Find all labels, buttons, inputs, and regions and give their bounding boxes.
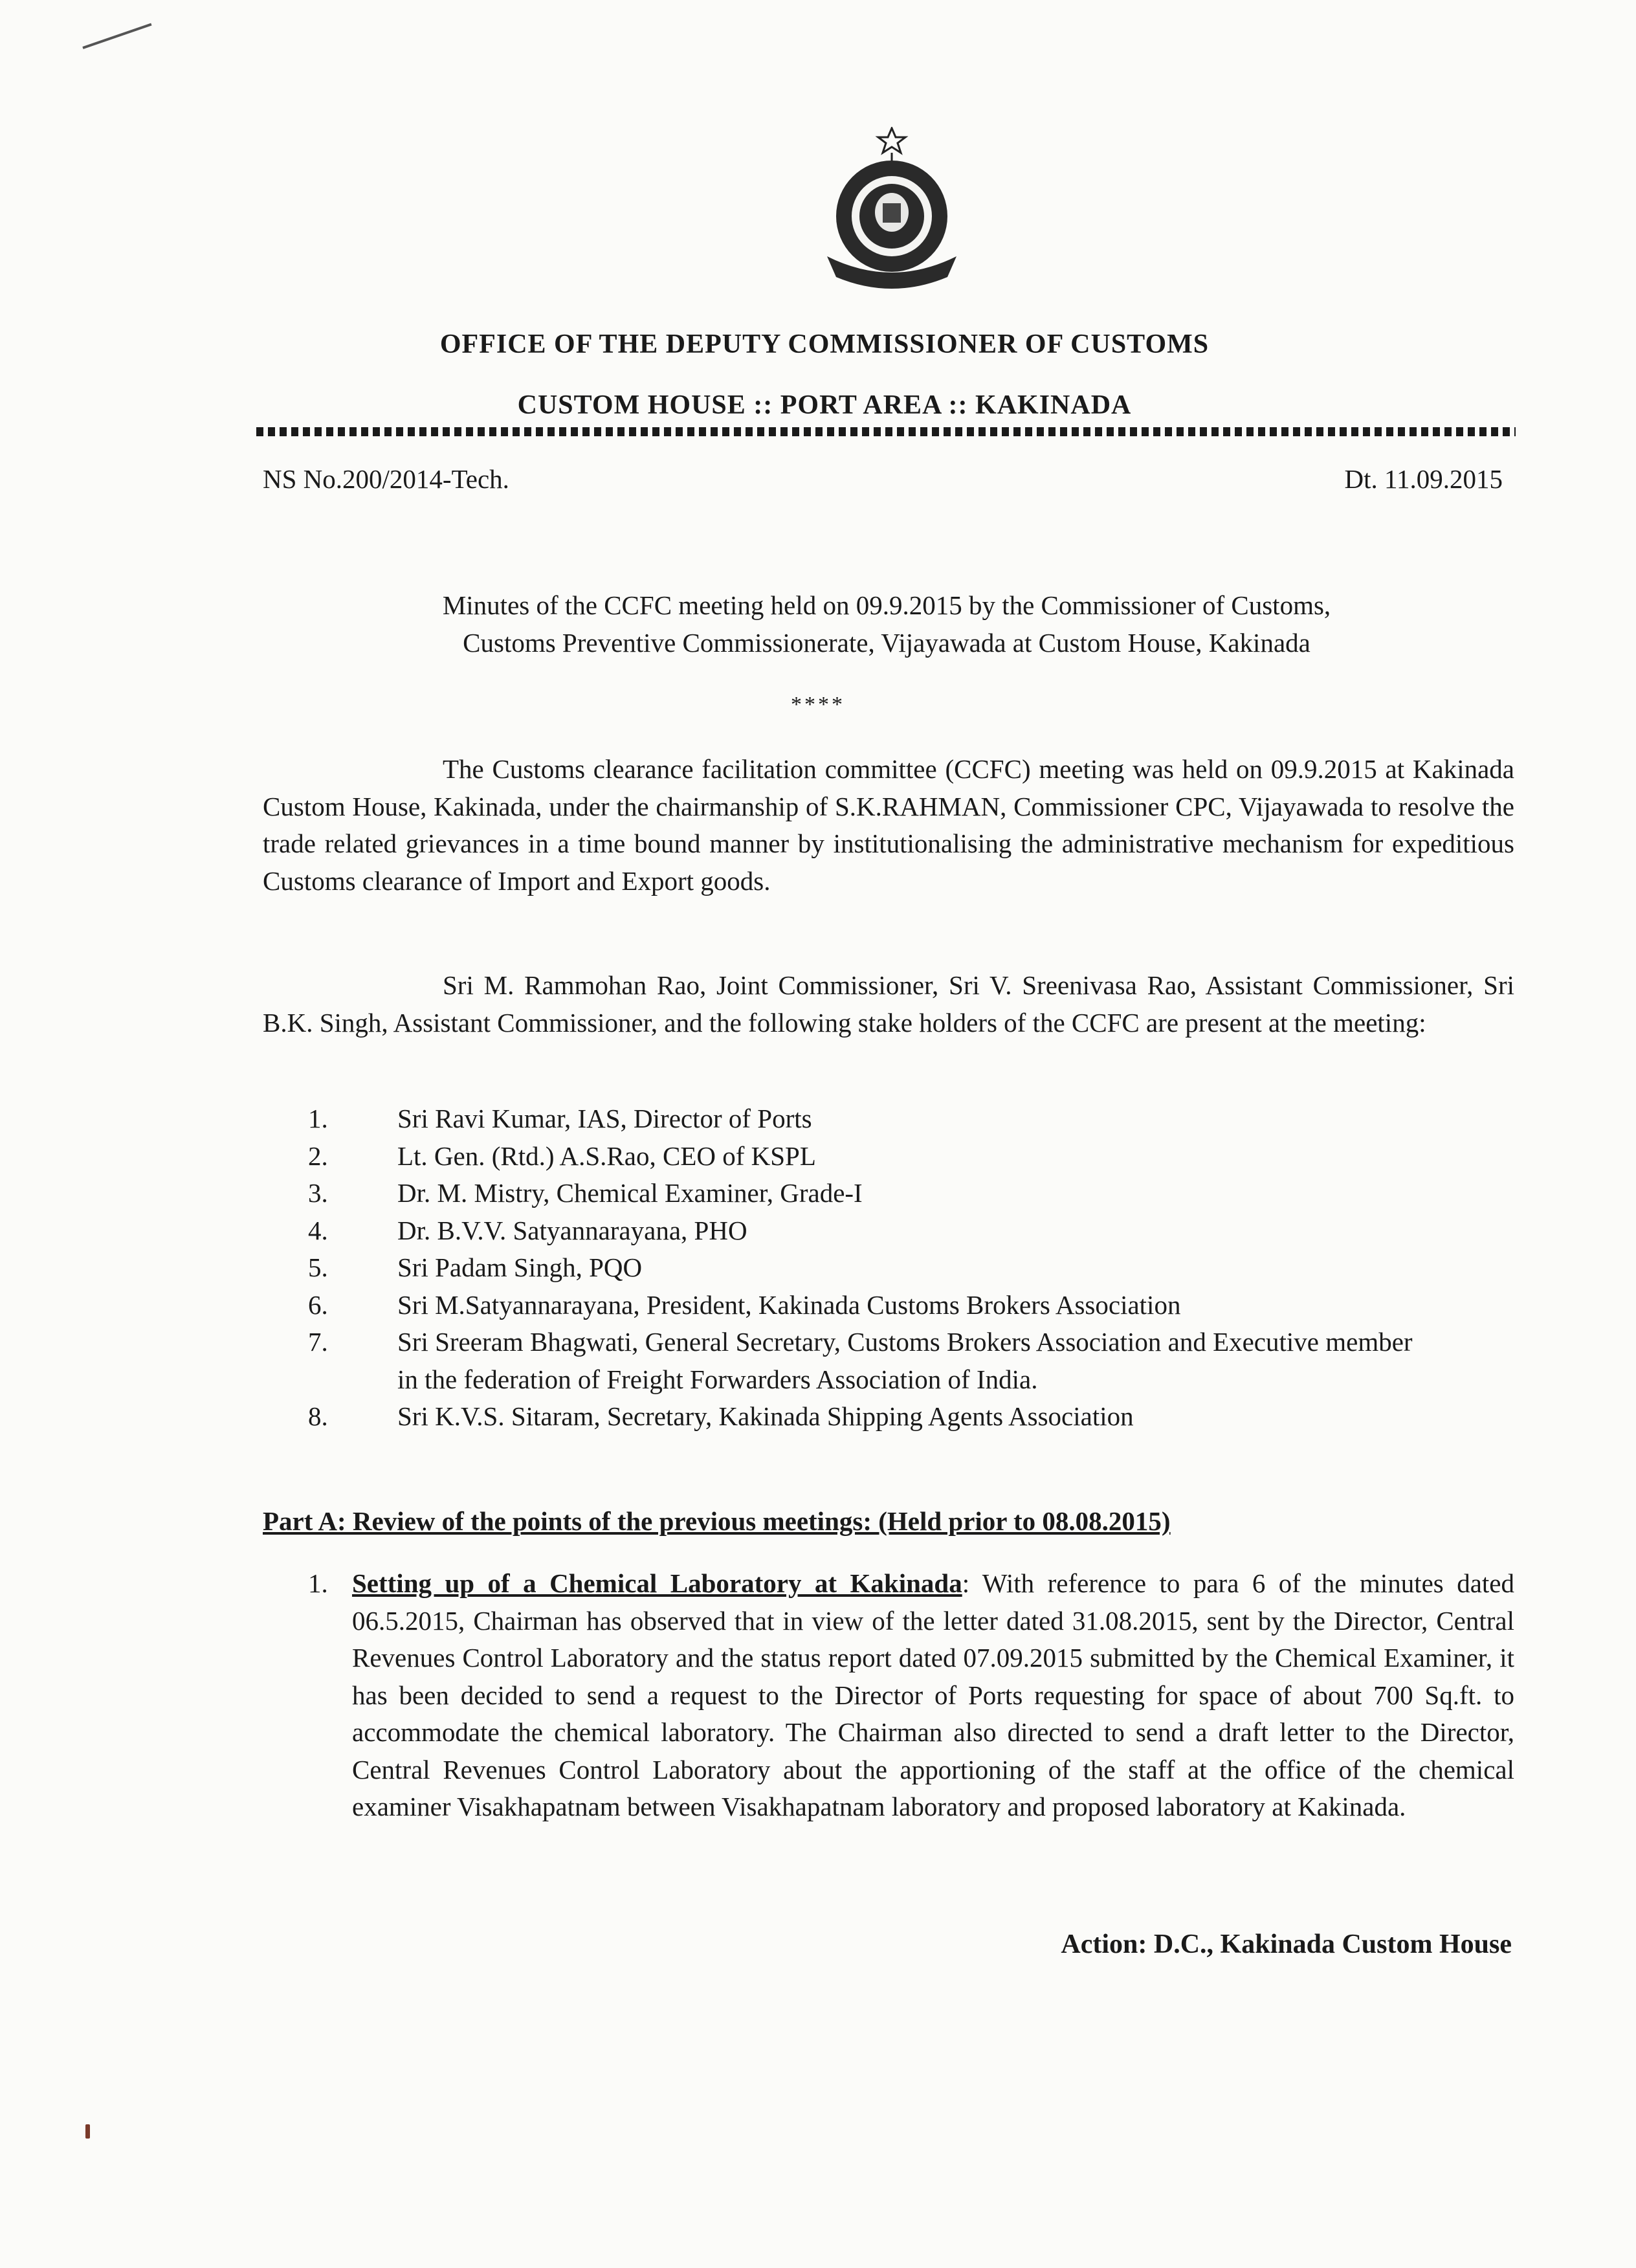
list-text: Sri M.Satyannarayana, President, Kakinada Customs Brokers Association — [397, 1289, 1181, 1320]
list-text: Dr. M. Mistry, Chemical Examiner, Grade-I — [397, 1178, 863, 1208]
reference-number: NS No.200/2014-Tech. — [263, 464, 509, 494]
separator-stars: **** — [791, 693, 845, 717]
list-text: Sri Padam Singh, PQO — [397, 1252, 643, 1282]
punch-mark — [85, 2124, 90, 2139]
paragraph-text: The Customs clearance facilitation committee (CCFC) meeting was held on 09.9.2015 at Kakinada Custom House, Kakinada, under the chairmanship of S.K.RAHMAN, Commissioner CPC, Vijayawada to resolve the trade related grievances in a time bound manner by institutionalising the administrative mechanism for expeditious Customs clearance of Import and Export goods. — [263, 754, 1514, 896]
attendee-list — [263, 1100, 1514, 1436]
list-text: Sri K.V.S. Sitaram, Secretary, Kakinada Shipping Agents Association — [397, 1401, 1134, 1431]
list-item — [263, 1398, 1514, 1436]
paragraph-intro — [263, 751, 1514, 900]
list-text: Sri Sreeram Bhagwati, General Secretary, Customs Brokers Association and Executive member in the federation of Freight Forwarders Association of India. — [397, 1327, 1413, 1394]
office-address: CUSTOM HOUSE :: PORT AREA :: KAKINADA — [517, 390, 1132, 420]
agenda-item — [263, 1565, 1514, 1826]
action-line: Action: D.C., Kakinada Custom House — [1061, 1929, 1512, 1959]
cbec-emblem-icon — [814, 127, 969, 295]
list-text: Dr. B.V.V. Satyannarayana, PHO — [397, 1215, 747, 1245]
list-item — [263, 1212, 1514, 1250]
subject-line: Customs Preventive Commissionerate, Vijayawada at Custom House, Kakinada — [463, 628, 1310, 658]
subject-line: Minutes of the CCFC meeting held on 09.9.2015 by the Commissioner of Customs, — [442, 590, 1331, 620]
list-number: 2. — [308, 1140, 328, 1171]
item-number: 1. — [308, 1568, 328, 1598]
list-item — [263, 1324, 1514, 1398]
dotted-divider — [256, 427, 1516, 436]
list-item — [263, 1287, 1514, 1324]
list-number: 8. — [308, 1401, 328, 1431]
item-body — [352, 1565, 1514, 1826]
list-item — [263, 1100, 1514, 1138]
list-number: 6. — [308, 1289, 328, 1320]
list-number: 3. — [308, 1178, 328, 1208]
list-text: Sri Ravi Kumar, IAS, Director of Ports — [397, 1104, 812, 1133]
paragraph-text: Sri M. Rammohan Rao, Joint Commissioner, Sri V. Sreenivasa Rao, Assistant Commissioner, Sri B.K. Singh, Assistant Commissioner, and the following stake holders of the CCFC are present at the meeting: — [263, 970, 1514, 1038]
reference-date: Dt. 11.09.2015 — [1344, 464, 1503, 494]
list-item — [263, 1175, 1514, 1212]
list-number: 5. — [308, 1252, 328, 1282]
list-number: 7. — [308, 1327, 328, 1357]
list-number: 4. — [308, 1215, 328, 1245]
list-item — [263, 1138, 1514, 1175]
list-item — [263, 1249, 1514, 1287]
paragraph-attendance — [263, 967, 1514, 1041]
part-a-heading: Part A: Review of the points of the previous meetings: (Held prior to 08.08.2015) — [263, 1506, 1171, 1536]
pen-stroke-mark — [82, 23, 151, 49]
item-title: Setting up of a Chemical Laboratory at Kakinada — [352, 1568, 962, 1598]
item-text: : With reference to para 6 of the minutes dated 06.5.2015, Chairman has observed that in view of the letter dated 31.08.2015, sent by the Director, Central Revenues Control Laboratory and the status report dated 07.09.2015 submitted by the Chemical Examiner, it has been decided to send a request to the Director of Ports requesting for space of about 700 Sq.ft. to accommodate the chemical laboratory. The Chairman also directed to send a draft letter to the Director, Central Revenues Control Laboratory about the apportioning of the staff at the office of the chemical examiner Visakhapatnam between Visakhapatnam laboratory and proposed laboratory at Kakinada. — [352, 1568, 1514, 1821]
subject-block — [259, 586, 1514, 662]
list-text: Lt. Gen. (Rtd.) A.S.Rao, CEO of KSPL — [397, 1140, 816, 1171]
office-heading: OFFICE OF THE DEPUTY COMMISSIONER OF CUSTOMS — [439, 329, 1210, 359]
list-number: 1. — [308, 1104, 328, 1133]
